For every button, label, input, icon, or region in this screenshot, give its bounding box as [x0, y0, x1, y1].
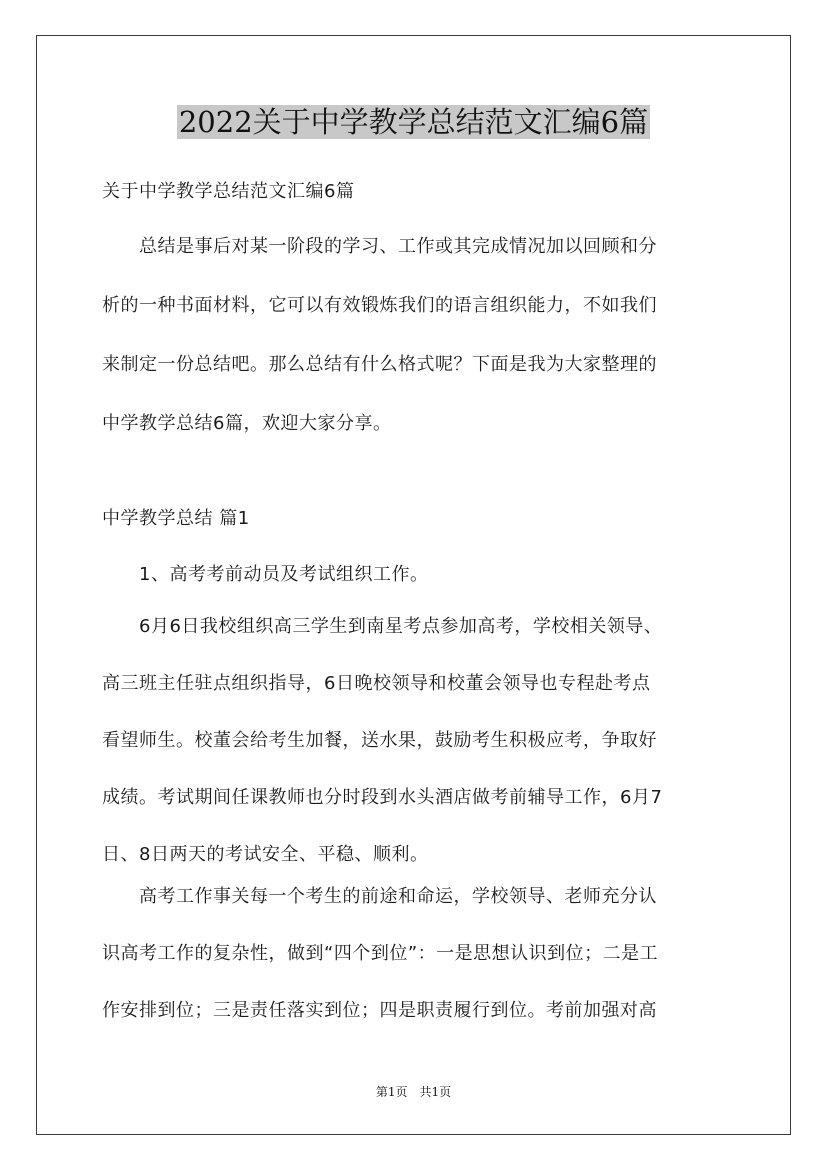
paragraph-line: 日、8日两天的考试安全、平稳、顺利。: [102, 844, 429, 865]
paragraph-line: 识高考工作的复杂性，做到“四个到位”：一是思想认识到位；二是工: [102, 943, 659, 964]
page-number: 第1页 共1页: [375, 1085, 452, 1099]
item-heading: [102, 560, 732, 590]
intro-line: 来制定一份总结吧。那么总结有什么格式呢？下面是我为大家整理的: [102, 354, 657, 375]
document-title-text: 2022关于中学教学总结范文汇编6篇: [178, 105, 649, 139]
document-subtitle: [102, 177, 732, 207]
item-heading-text: 1、高考考前动员及考试组织工作。: [102, 564, 429, 585]
paragraph-line: 作安排到位；三是责任落实到位；四是职责履行到位。考前加强对高: [102, 1000, 657, 1021]
paragraph-line: 高考工作事关每一个考生的前途和命运，学校领导、老师充分认: [102, 886, 657, 907]
subtitle-line: 关于中学教学总结范文汇编6篇: [102, 181, 355, 202]
paragraph-line: 成绩。考试期间任课教师也分时段到水头酒店做考前辅导工作，6月7: [102, 787, 663, 808]
intro-line: 析的一种书面材料，它可以有效锻炼我们的语言组织能力，不如我们: [102, 295, 657, 316]
section-heading: [102, 504, 732, 534]
intro-line: 总结是事后对某一阶段的学习、工作或其完成情况加以回顾和分: [102, 236, 657, 257]
paragraph-1: [102, 612, 732, 870]
intro-paragraph: [102, 232, 732, 439]
paragraph-line: 看望师生。校董会给考生加餐，送水果，鼓励考生积极应考，争取好: [102, 730, 657, 751]
intro-line: 中学教学总结6篇，欢迎大家分享。: [102, 413, 392, 434]
paragraph-line: 高三班主任驻点组织指导，6日晚校领导和校董会领导也专程赴考点: [102, 673, 651, 694]
paragraph-2: [102, 882, 732, 1026]
page-footer: [0, 1083, 827, 1100]
paragraph-line: 6月6日我校组织高三学生到南星考点参加高考，学校相关领导、: [102, 616, 663, 637]
document-title: [0, 100, 827, 144]
section-heading-text: 中学教学总结 篇1: [102, 508, 250, 529]
